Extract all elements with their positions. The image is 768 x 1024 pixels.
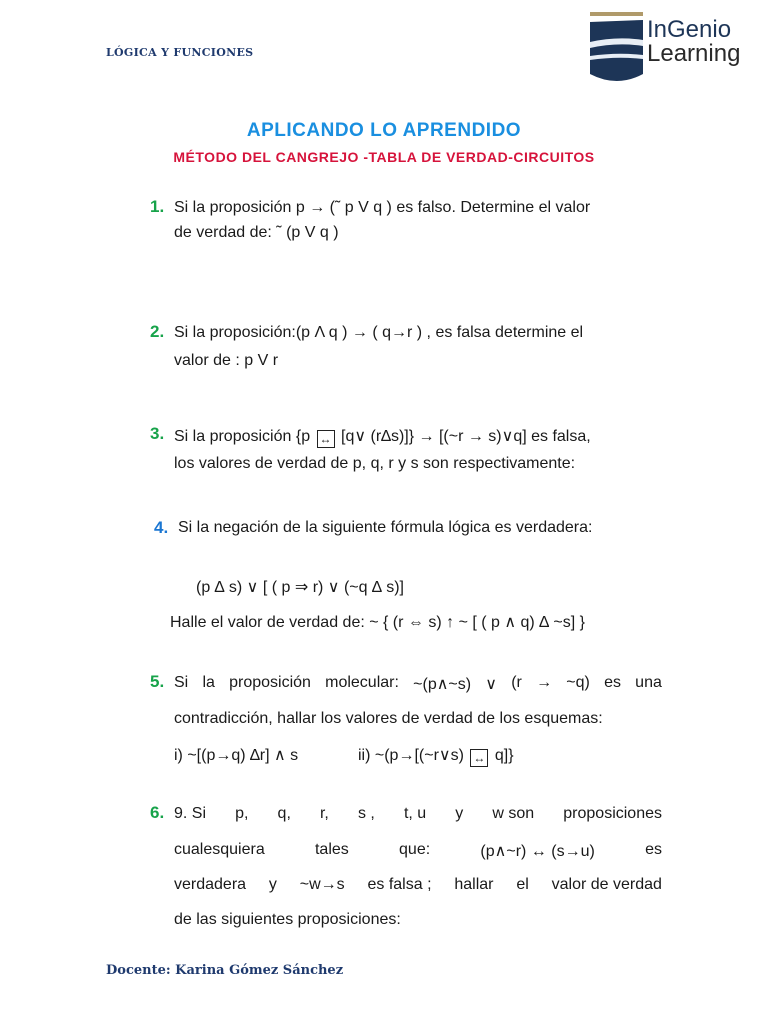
q6-word: q, (277, 805, 291, 822)
q6-word: el (516, 876, 529, 893)
q6-word: 9. Si (174, 805, 207, 822)
q5-word: una (635, 674, 662, 691)
q6-word: valor de verdad (551, 876, 662, 893)
biconditional-box: ↔ (470, 749, 488, 767)
question-5-line-1 (174, 674, 662, 694)
question-6-line-1 (174, 805, 662, 823)
question-4-number: 4. (154, 518, 169, 537)
page-subtitle: MÉTODO DEL CANGREJO -TABLA DE VERDAD-CIRCUITOS (173, 149, 595, 165)
ingenio-learning-logo (589, 12, 739, 100)
q6-word: y (455, 805, 464, 822)
q5-item-ii-end: q]} (494, 747, 514, 764)
question-6-number: 6. (150, 803, 165, 822)
question-6-line-4: de las siguientes proposiciones: (174, 911, 401, 928)
question-3-line-2: los valores de verdad de p, q, r y s son respectivamente: (174, 455, 576, 472)
question-1-number: 1. (150, 197, 165, 216)
question-3-line-1-start: Si la proposición {p (174, 428, 311, 445)
q6-word: t, u (403, 805, 427, 822)
question-5-line-2: contradicción, hallar los valores de verdad de los esquemas: (174, 710, 603, 727)
question-5-number: 5. (150, 672, 165, 691)
page-title: APLICANDO LO APRENDIDO (246, 120, 522, 141)
question-2-line-2: valor de : p V r (174, 352, 279, 369)
biconditional-box: ↔ (317, 430, 335, 448)
question-2-number: 2. (150, 322, 165, 341)
q6-word: y (268, 876, 277, 893)
question-4-line-2: Halle el valor de verdad de: ~ { (r ⇔ s) ↑ ~ [ ( p ∧ q) ∆ ~s] } (170, 614, 586, 631)
course-header: LÓGICA Y FUNCIONES (106, 46, 254, 59)
q6-word: que: (399, 841, 431, 858)
q6-word: hallar (454, 876, 494, 893)
q5-word: la (202, 674, 215, 691)
question-6-line-3 (174, 876, 662, 894)
question-3-number: 3. (150, 424, 165, 443)
logo-mark-icon (589, 12, 645, 88)
logo-line-1: InGenio (647, 16, 732, 43)
q6-word: cualesquiera (174, 841, 265, 858)
q6-word: ~w→s (299, 876, 345, 893)
footer-docente: Docente: Karina Gómez Sánchez (106, 963, 344, 978)
q5-word: (r (511, 674, 522, 691)
question-6-line-2 (174, 841, 662, 861)
question-5-item-ii (358, 745, 514, 767)
question-5-item-i: i) ~[(p→q) ∆r] ∧ s (174, 747, 299, 764)
q5-word: ~q) (566, 674, 590, 691)
q6-word: es falsa ; (367, 876, 432, 893)
question-4-formula: (p ∆ s) ∨ [ ( p ⇒ r) ∨ (~q ∆ s)] (196, 579, 404, 596)
q5-word: ∨ (485, 676, 498, 693)
logo-line-2: Learning (647, 40, 741, 67)
question-3-line-1-end: [q∨ (r∆s)]} → [(~r → s)∨q] es falsa, (341, 428, 591, 445)
q5-word: Si (174, 674, 189, 691)
q6-word: (p∧~r) ↔ (s→u) (480, 843, 595, 860)
q6-word: verdadera (174, 876, 247, 893)
q6-word: tales (314, 841, 349, 858)
q6-word: r, (319, 805, 329, 822)
question-1-line-1: Si la proposición p → (˜ p V q ) es falso. Determine el valor (174, 199, 591, 216)
q5-word: molecular: (325, 674, 399, 691)
q6-word: es (645, 841, 662, 858)
q5-word: proposición (229, 674, 311, 691)
question-1-line-2: de verdad de: ˜ (p V q ) (174, 224, 339, 241)
logo-text (647, 18, 740, 66)
question-2-line-1: Si la proposición:(p Λ q ) → ( q→r ) , es falsa determine el (174, 324, 584, 341)
q5-word: ~(p∧~s) (413, 676, 472, 693)
q6-word: s , (357, 805, 375, 822)
q6-word: p, (235, 805, 249, 822)
q5-item-ii-start: ii) ~(p→[(~r∨s) (358, 747, 464, 764)
question-3-line-1 (174, 426, 591, 448)
q6-word: proposiciones (563, 805, 662, 822)
question-4-line-1: Si la negación de la siguiente fórmula lógica es verdadera: (178, 519, 593, 536)
q5-word: → (536, 674, 553, 691)
q5-word: es (604, 674, 621, 691)
q6-word: w son (492, 805, 535, 822)
